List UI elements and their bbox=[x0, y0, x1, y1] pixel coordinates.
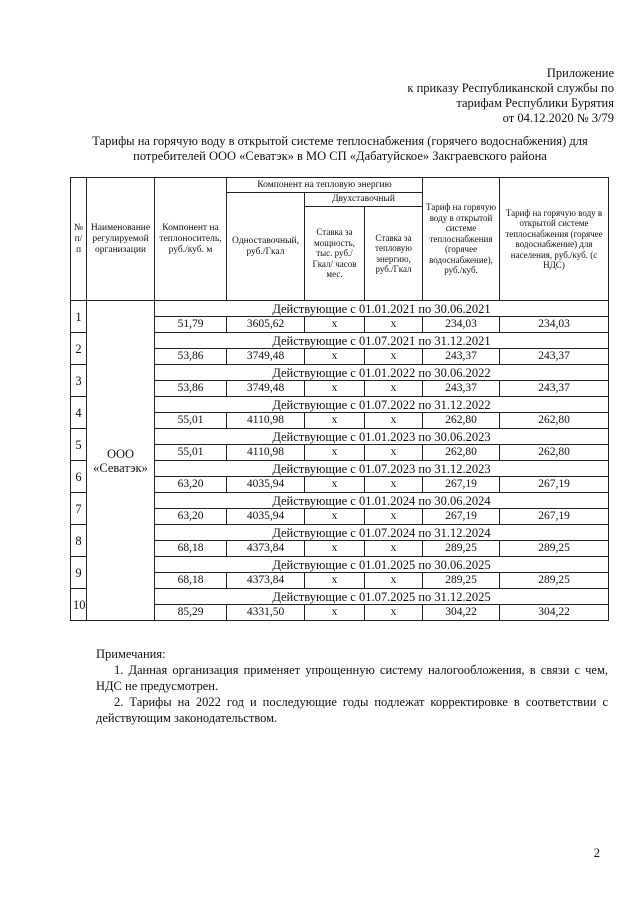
single-rate-value: 4373,84 bbox=[227, 541, 305, 557]
period-label: Действующие с 01.07.2021 по 31.12.2021 bbox=[155, 333, 609, 349]
tariff-population-value: 267,19 bbox=[500, 477, 609, 493]
row-number: 3 bbox=[71, 365, 87, 397]
carrier-value: 63,20 bbox=[155, 477, 227, 493]
row-number: 10 bbox=[71, 589, 87, 621]
carrier-value: 53,86 bbox=[155, 349, 227, 365]
period-label: Действующие с 01.01.2022 по 30.06.2022 bbox=[155, 365, 609, 381]
title-line: потребителей ООО «Севатэк» в МО СП «Дабатуйское» Закграевского района bbox=[133, 149, 547, 163]
tariff-value: 243,37 bbox=[423, 349, 500, 365]
header-capacity-rate: Ставка за мощность, тыс. руб./Гкал/ часов мес. bbox=[305, 207, 365, 301]
note-item: 2. Тарифы на 2022 год и последующие годы подлежат корректировке в соответствии с действующим законодательством. bbox=[96, 695, 608, 725]
tariff-table bbox=[70, 177, 609, 621]
header-energy-group: Компонент на тепловую энергию bbox=[227, 178, 423, 193]
row-number: 9 bbox=[71, 557, 87, 589]
single-rate-value: 3749,48 bbox=[227, 349, 305, 365]
energy-rate-value: x bbox=[365, 477, 423, 493]
row-number: 2 bbox=[71, 333, 87, 365]
header-single-rate: Одноставочный, руб./Гкал bbox=[227, 193, 305, 301]
tariff-value: 289,25 bbox=[423, 573, 500, 589]
capacity-rate-value: x bbox=[305, 605, 365, 621]
single-rate-value: 4035,94 bbox=[227, 509, 305, 525]
row-number: 5 bbox=[71, 429, 87, 461]
carrier-value: 68,18 bbox=[155, 573, 227, 589]
organization-name: ООО «Севатэк» bbox=[87, 301, 155, 621]
capacity-rate-value: x bbox=[305, 509, 365, 525]
period-label: Действующие с 01.07.2025 по 31.12.2025 bbox=[155, 589, 609, 605]
energy-rate-value: x bbox=[365, 605, 423, 621]
capacity-rate-value: x bbox=[305, 477, 365, 493]
single-rate-value: 4373,84 bbox=[227, 573, 305, 589]
single-rate-value: 4110,98 bbox=[227, 413, 305, 429]
single-rate-value: 4035,94 bbox=[227, 477, 305, 493]
tariff-value: 267,19 bbox=[423, 509, 500, 525]
period-label: Действующие с 01.07.2022 по 31.12.2022 bbox=[155, 397, 609, 413]
single-rate-value: 3749,48 bbox=[227, 381, 305, 397]
header-energy-rate: Ставка за тепловую энергию, руб./Гкал bbox=[365, 207, 423, 301]
carrier-value: 63,20 bbox=[155, 509, 227, 525]
appendix-line: к приказу Республиканской службы по bbox=[407, 81, 614, 95]
period-label: Действующие с 01.07.2023 по 31.12.2023 bbox=[155, 461, 609, 477]
capacity-rate-value: x bbox=[305, 573, 365, 589]
energy-rate-value: x bbox=[365, 413, 423, 429]
tariff-population-value: 262,80 bbox=[500, 445, 609, 461]
period-row bbox=[71, 301, 609, 317]
capacity-rate-value: x bbox=[305, 541, 365, 557]
appendix-header bbox=[407, 66, 614, 126]
header-two-part: Двухставочный bbox=[305, 193, 423, 207]
row-number: 4 bbox=[71, 397, 87, 429]
capacity-rate-value: x bbox=[305, 317, 365, 333]
row-number: 7 bbox=[71, 493, 87, 525]
energy-rate-value: x bbox=[365, 381, 423, 397]
tariff-value: 262,80 bbox=[423, 413, 500, 429]
row-number: 1 bbox=[71, 301, 87, 333]
single-rate-value: 4110,98 bbox=[227, 445, 305, 461]
header-org: Наименование регулируемой организации bbox=[87, 178, 155, 301]
title-line: Тарифы на горячую воду в открытой системе теплоснабжения (горячего водоснабжения) для bbox=[92, 134, 588, 148]
tariff-value: 267,19 bbox=[423, 477, 500, 493]
energy-rate-value: x bbox=[365, 541, 423, 557]
header-carrier: Компонент на теплоноситель, руб./куб. м bbox=[155, 178, 227, 301]
period-label: Действующие с 01.01.2023 по 30.06.2023 bbox=[155, 429, 609, 445]
period-label: Действующие с 01.01.2021 по 30.06.2021 bbox=[155, 301, 609, 317]
tariff-population-value: 304,22 bbox=[500, 605, 609, 621]
appendix-line: тарифам Республики Бурятия bbox=[456, 96, 614, 110]
tariff-value: 234,03 bbox=[423, 317, 500, 333]
period-label: Действующие с 01.01.2024 по 30.06.2024 bbox=[155, 493, 609, 509]
tariff-population-value: 289,25 bbox=[500, 541, 609, 557]
tariff-population-value: 262,80 bbox=[500, 413, 609, 429]
header-num: № п/п bbox=[71, 178, 87, 301]
appendix-line: Приложение bbox=[546, 66, 614, 80]
energy-rate-value: x bbox=[365, 317, 423, 333]
tariff-value: 243,37 bbox=[423, 381, 500, 397]
capacity-rate-value: x bbox=[305, 381, 365, 397]
energy-rate-value: x bbox=[365, 349, 423, 365]
carrier-value: 51,79 bbox=[155, 317, 227, 333]
header-tariff-population: Тариф на горячую воду в открытой системе теплоснабжения (горячее водоснабжение) для населения, руб./куб. (с НДС) bbox=[500, 178, 609, 301]
carrier-value: 53,86 bbox=[155, 381, 227, 397]
tariff-population-value: 267,19 bbox=[500, 509, 609, 525]
header-tariff: Тариф на горячую воду в открытой системе теплоснабжения (горячее водоснабжение), руб./куб. bbox=[423, 178, 500, 301]
energy-rate-value: x bbox=[365, 573, 423, 589]
single-rate-value: 3605,62 bbox=[227, 317, 305, 333]
tariff-population-value: 243,37 bbox=[500, 349, 609, 365]
carrier-value: 68,18 bbox=[155, 541, 227, 557]
row-number: 8 bbox=[71, 525, 87, 557]
appendix-line: от 04.12.2020 № 3/79 bbox=[502, 111, 614, 125]
period-label: Действующие с 01.07.2024 по 31.12.2024 bbox=[155, 525, 609, 541]
carrier-value: 55,01 bbox=[155, 413, 227, 429]
tariff-value: 262,80 bbox=[423, 445, 500, 461]
row-number: 6 bbox=[71, 461, 87, 493]
document-title bbox=[60, 134, 620, 164]
note-item: 1. Данная организация применяет упрощенную систему налогообложения, в связи с чем, НДС не предусмотрен. bbox=[96, 663, 608, 693]
carrier-value: 85,29 bbox=[155, 605, 227, 621]
tariff-value: 304,22 bbox=[423, 605, 500, 621]
tariff-population-value: 289,25 bbox=[500, 573, 609, 589]
notes-title: Примечания: bbox=[96, 647, 166, 661]
tariff-population-value: 234,03 bbox=[500, 317, 609, 333]
carrier-value: 55,01 bbox=[155, 445, 227, 461]
capacity-rate-value: x bbox=[305, 445, 365, 461]
energy-rate-value: x bbox=[365, 509, 423, 525]
capacity-rate-value: x bbox=[305, 349, 365, 365]
energy-rate-value: x bbox=[365, 445, 423, 461]
tariff-value: 289,25 bbox=[423, 541, 500, 557]
page-number: 2 bbox=[593, 846, 600, 860]
capacity-rate-value: x bbox=[305, 413, 365, 429]
period-label: Действующие с 01.01.2025 по 30.06.2025 bbox=[155, 557, 609, 573]
single-rate-value: 4331,50 bbox=[227, 605, 305, 621]
notes bbox=[96, 646, 608, 726]
tariff-population-value: 243,37 bbox=[500, 381, 609, 397]
